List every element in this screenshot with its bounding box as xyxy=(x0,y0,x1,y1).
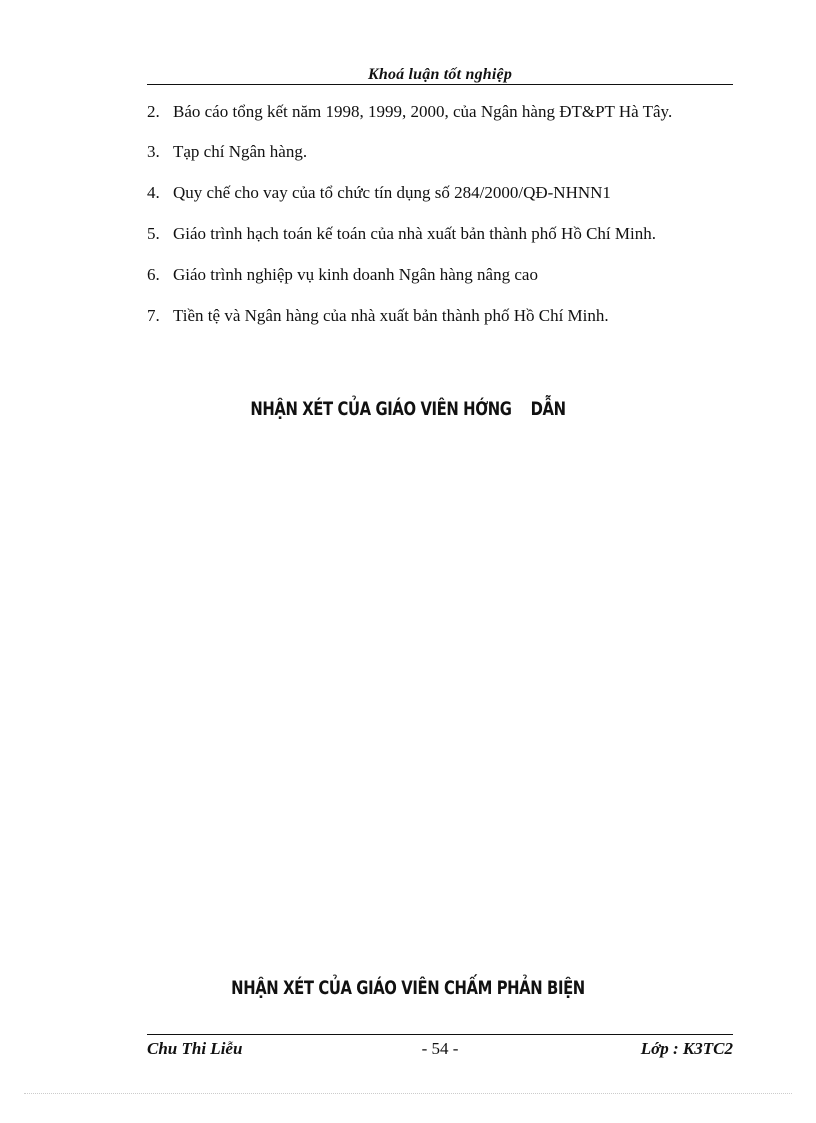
reviewer-comments-heading: NHẬN XÉT CỦA GIÁO VIÊN CHẤM PHẢN BIỆN xyxy=(231,977,585,999)
reference-item xyxy=(147,303,733,328)
reference-text: Giáo trình hạch toán kế toán của nhà xuất bản thành phố Hồ Chí Minh. xyxy=(173,224,656,243)
reference-number: 7. xyxy=(147,306,160,325)
reference-text: Báo cáo tổng kết năm 1998, 1999, 2000, của Ngân hàng ĐT&PT Hà Tây. xyxy=(173,102,673,121)
reference-number: 3. xyxy=(147,142,160,161)
reference-number: 2. xyxy=(147,102,160,121)
footer-author: Chu Thi Liễu xyxy=(147,1039,243,1058)
running-header-title: Khoá luận tốt nghiệp xyxy=(367,66,513,83)
reference-item xyxy=(147,221,733,246)
footer-divider xyxy=(147,1034,733,1035)
footer-page-number: - 54 - xyxy=(421,1039,459,1058)
reference-number: 4. xyxy=(147,183,160,202)
reference-item xyxy=(147,262,733,287)
footer-class: Lớp : K3TC2 xyxy=(640,1039,733,1058)
reference-text: Giáo trình nghiệp vụ kinh doanh Ngân hàng nâng cao xyxy=(173,265,538,284)
reference-number: 6. xyxy=(147,265,160,284)
reference-item xyxy=(147,99,733,124)
reference-text: Tiền tệ và Ngân hàng của nhà xuất bản thành phố Hồ Chí Minh. xyxy=(173,306,609,325)
page-bottom-edge xyxy=(24,1093,792,1094)
reference-item xyxy=(147,180,733,205)
reference-item xyxy=(147,139,733,164)
reference-number: 5. xyxy=(147,224,160,243)
reference-text: Quy chế cho vay của tổ chức tín dụng số 284/2000/QĐ-NHNN1 xyxy=(173,183,611,202)
reference-text: Tạp chí Ngân hàng. xyxy=(173,142,308,161)
advisor-comments-heading: NHẬN XÉT CỦA GIÁO VIÊN HỚNG DẪN xyxy=(250,398,566,420)
page-footer xyxy=(147,1039,733,1063)
header-divider xyxy=(147,84,733,85)
reference-list xyxy=(147,99,733,328)
